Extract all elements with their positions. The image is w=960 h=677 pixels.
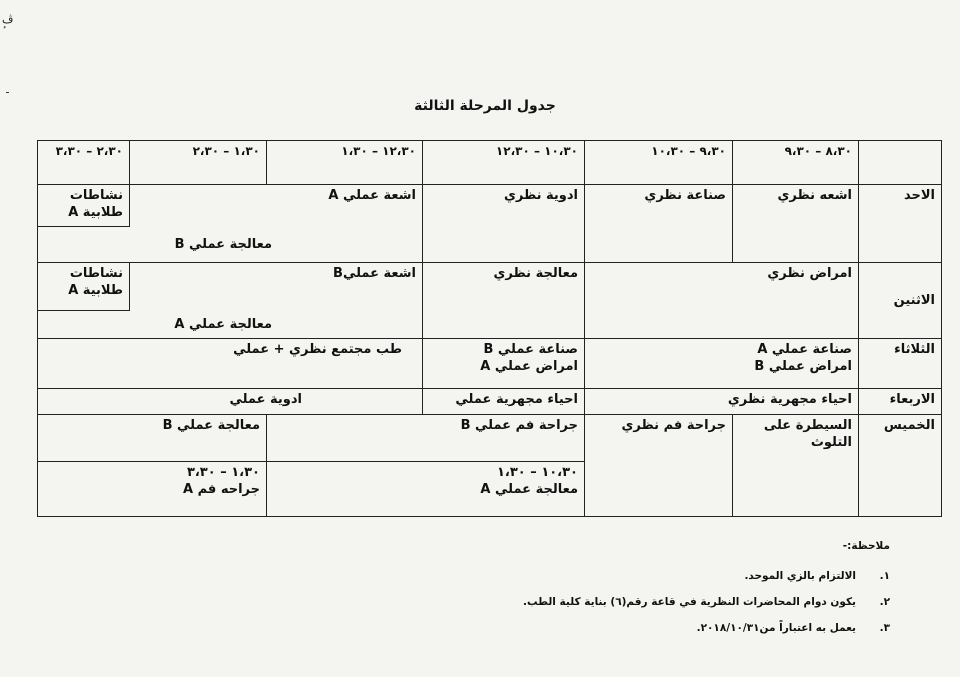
- tuesday-slot-1-2-line1: صناعة عملي A: [757, 342, 852, 358]
- thursday-row: [38, 415, 942, 461]
- sunday-lower-slot: معالجة عملي B: [38, 227, 423, 262]
- day-thursday: الخميس: [859, 415, 942, 517]
- tuesday-slot-1-2: [585, 339, 859, 389]
- note-item: [470, 570, 890, 582]
- notes-section: [470, 540, 890, 648]
- time-slot-2: ٩،٣٠ – ١٠،٣٠: [585, 141, 733, 185]
- day-wednesday: الاربعاء: [859, 389, 942, 415]
- page-title: جدول المرحلة الثالثة: [414, 98, 556, 114]
- wednesday-slot-4-6: ادوية عملي: [38, 389, 423, 415]
- note-text: يكون دوام المحاضرات النظرية في قاعة رقم(٦) بناية كلية الطب.: [523, 596, 856, 608]
- tuesday-row: [38, 339, 942, 389]
- wednesday-row: [38, 389, 942, 415]
- thursday-slot-1: السيطرة على التلوث: [733, 415, 859, 517]
- monday-slot-3: معالجة نظري: [423, 262, 585, 338]
- thursday-slot-3-4: جراحة فم عملي B: [267, 415, 585, 461]
- time-slot-5: ١،٣٠ – ٢،٣٠: [130, 141, 267, 185]
- day-monday: الاثنين: [859, 262, 942, 338]
- thursday-lower-slot-3-4: [267, 461, 585, 516]
- header-row: [38, 141, 942, 185]
- thursday-lower-slot-3-4-subject: معالجة عملي A: [480, 481, 578, 497]
- thursday-lower-slot-5-6-subject: جراحه فم A: [183, 481, 260, 497]
- margin-mark: ڤ: [2, 13, 14, 26]
- note-number: ٢.: [879, 596, 890, 608]
- header-corner-cell: [859, 141, 942, 185]
- margin-tick: [6, 92, 9, 93]
- note-number: ١.: [879, 570, 890, 582]
- tuesday-slot-1-2-line2: امراض عملي B: [754, 359, 852, 375]
- time-slot-1: ٨،٣٠ – ٩،٣٠: [733, 141, 859, 185]
- schedule-table: [37, 140, 942, 517]
- wednesday-slot-3: احياء مجهرية عملي: [423, 389, 585, 415]
- sunday-slot-4-5: اشعة عملي A: [130, 185, 423, 227]
- sunday-row: [38, 185, 942, 227]
- note-item: [470, 622, 890, 634]
- tuesday-slot-3: [423, 339, 585, 389]
- time-slot-4: ١٢،٣٠ – ١،٣٠: [267, 141, 423, 185]
- monday-slot-6: نشاطات طلابية A: [38, 262, 130, 310]
- note-text: يعمل به اعتباراً من٢٠١٨/١٠/٣١.: [696, 622, 856, 634]
- thursday-lower-slot-5-6: [38, 461, 267, 516]
- thursday-lower-slot-5-6-time: ١،٣٠ – ٣،٣٠: [186, 464, 260, 480]
- monday-row: [38, 262, 942, 310]
- tuesday-slot-4-6: طب مجتمع نظري + عملي: [38, 339, 423, 389]
- tuesday-slot-3-line2: امراض عملي A: [480, 359, 578, 375]
- thursday-slot-2: جراحة فم نظري: [585, 415, 733, 517]
- note-text: الالتزام بالزي الموحد.: [744, 570, 856, 582]
- note-item: [470, 596, 890, 608]
- day-sunday: الاحد: [859, 185, 942, 262]
- sunday-slot-6: نشاطات طلابية A: [38, 185, 130, 227]
- monday-slot-1-2: امراض نظري: [585, 262, 859, 338]
- time-slot-3: ١٠،٣٠ – ١٢،٣٠: [423, 141, 585, 185]
- monday-slot-4-5: اشعة عمليB: [130, 262, 423, 310]
- notes-heading: ملاحظة:-: [842, 540, 890, 552]
- monday-lower-slot: معالجة عملي A: [38, 310, 423, 338]
- thursday-slot-5-6: معالجة عملي B: [38, 415, 267, 461]
- sunday-slot-1: اشعه نظري: [733, 185, 859, 262]
- time-slot-6: ٢،٣٠ – ٣،٣٠: [38, 141, 130, 185]
- thursday-lower-slot-3-4-time: ١٠،٣٠ – ١،٣٠: [497, 464, 578, 480]
- note-number: ٣.: [879, 622, 890, 634]
- sunday-slot-2: صناعة نظري: [585, 185, 733, 262]
- tuesday-slot-3-line1: صناعة عملي B: [483, 342, 578, 358]
- wednesday-slot-1-2: احياء مجهرية نظري: [585, 389, 859, 415]
- sunday-slot-3: ادوية نظري: [423, 185, 585, 262]
- day-tuesday: الثلاثاء: [859, 339, 942, 389]
